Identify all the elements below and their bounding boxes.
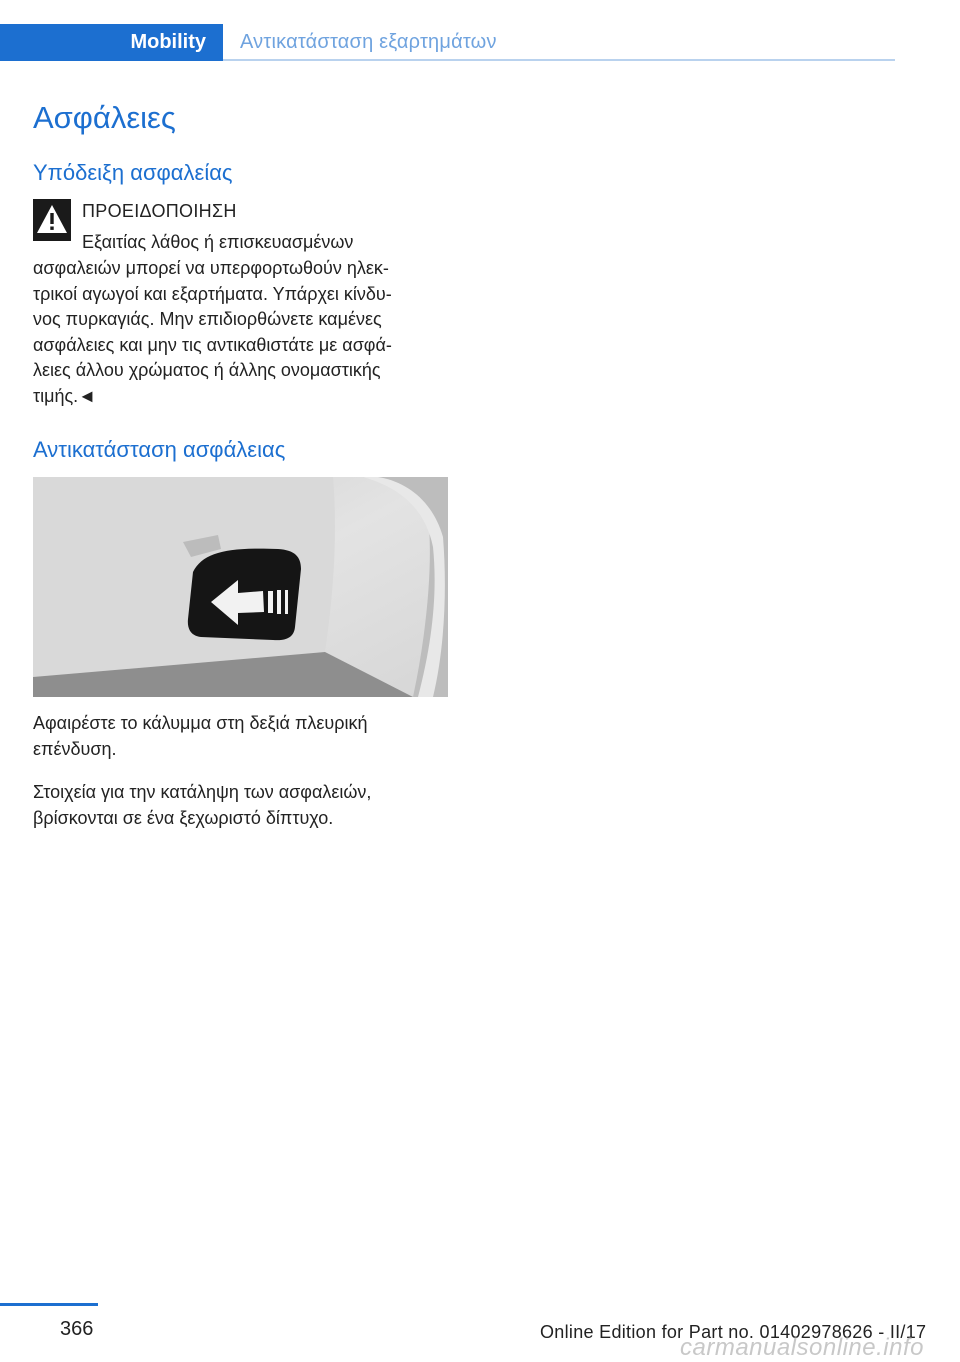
section-heading-fuse-replacement: Αντικατάσταση ασφάλειας — [33, 437, 286, 462]
info-line: Στοιχεία για την κατάληψη των ασφαλειών, — [33, 782, 372, 802]
instruction-paragraph — [33, 711, 453, 762]
footer-divider — [0, 1303, 98, 1306]
page-title: Ασφάλειες — [33, 100, 176, 135]
header-divider — [223, 59, 895, 61]
warning-text-line: ασφαλειών μπορεί να υπερφορτωθούν ηλεκ- — [33, 258, 389, 278]
breadcrumb[interactable]: Αντικατάσταση εξαρτημάτων — [240, 31, 497, 53]
instruction-line: Αφαιρέστε το κάλυμμα στη δεξιά πλευρική — [33, 713, 368, 733]
warning-icon — [33, 199, 71, 241]
warning-text-line: ασφάλειες και μην τις αντικαθιστάτε με ασφά- — [33, 334, 392, 355]
tab-mobility[interactable] — [0, 24, 223, 61]
info-paragraph — [33, 780, 453, 831]
edition-info: Online Edition for Part no. 01402978626 - II/17 — [540, 1322, 927, 1342]
warning-text-line: Εξαιτίας λάθος ή επισκευασμένων — [82, 232, 354, 252]
watermark: carmanualsonline.info — [680, 1334, 924, 1361]
info-line: βρίσκονται σε ένα ξεχωριστό δίπτυχο. — [33, 807, 334, 828]
warning-text-line: νος πυρκαγιάς. Μην επιδιορθώνετε καμένες — [33, 309, 382, 329]
section-heading-safety-notice: Υπόδειξη ασφαλείας — [33, 160, 233, 185]
page-number: 366 — [60, 1318, 94, 1340]
warning-label: ΠΡΟΕΙΔΟΠΟΙΗΣΗ — [82, 201, 237, 221]
warning-text-line: τρικοί αγωγοί και εξαρτήματα. Υπάρχει κίνδυ- — [33, 283, 392, 304]
tab-mobility-label: Mobility — [130, 31, 206, 53]
warning-text-line: τιμής.◄ — [33, 385, 96, 406]
page-header — [0, 0, 960, 62]
fuse-cover-photo — [33, 477, 448, 697]
warning-text — [33, 256, 453, 409]
warning-text-line: λειες άλλου χρώματος ή άλλης ονομαστικής — [33, 360, 381, 380]
instruction-line: επένδυση. — [33, 738, 117, 759]
